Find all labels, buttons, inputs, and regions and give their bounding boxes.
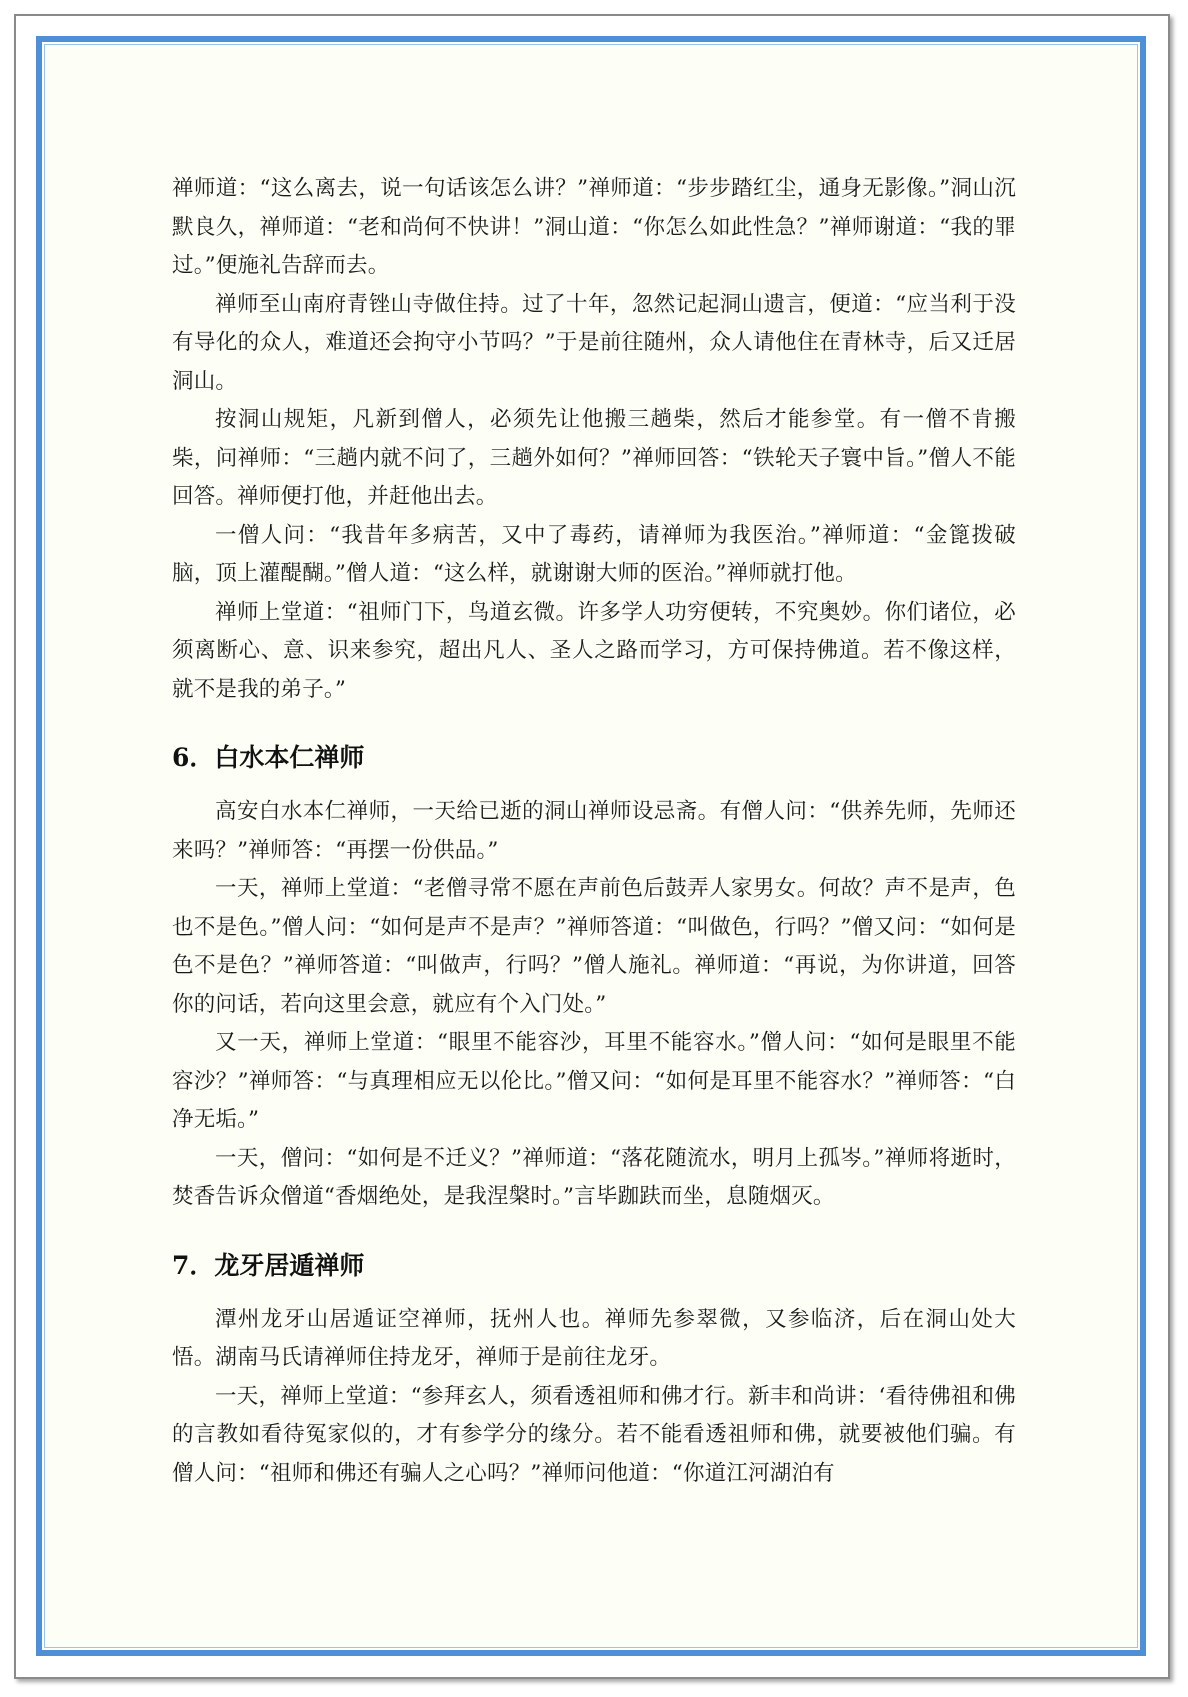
paragraph: 潭州龙牙山居遁证空禅师，抚州人也。禅师先参翠微，又参临济，后在洞山处大悟。湖南马氏请禅师住持龙牙，禅师于是前往龙牙。 bbox=[172, 1306, 1016, 1370]
paragraph: 又一天，禅师上堂道：“眼里不能容沙，耳里不能容水。”僧人问：“如何是眼里不能容沙？”禅师答：“与真理相应无以伦比。”僧又问：“如何是耳里不能容水？”禅师答：“白净无垢。” bbox=[172, 1030, 1016, 1132]
paragraph: 一天，禅师上堂道：“参拜玄人，须看透祖师和佛才行。新丰和尚讲：‘看待佛祖和佛的言教如看待冤家似的，才有参学分的缘分。若不能看透祖师和佛，就要被他们骗。有僧人问：“祖师和佛还有骗人之心吗？”禅师问他道：“你道江河湖泊有 bbox=[172, 1383, 1016, 1486]
page-content bbox=[172, 170, 1016, 1493]
section-heading-longya: 7．龙牙居遁禅师 bbox=[172, 1250, 365, 1280]
paragraph: 一天，僧问：“如何是不迁义？”禅师道：“落花随流水，明月上孤岑。”禅师将逝时，焚香告诉众僧道“香烟绝处，是我涅槃时。”言毕跏趺而坐，息随烟灭。 bbox=[172, 1145, 1016, 1209]
paragraph: 一僧人问：“我昔年多病苦，又中了毒药，请禅师为我医治。”禅师道：“金篦拨破脑，顶上灌醍醐。”僧人道：“这么样，就谢谢大师的医治。”禅师就打他。 bbox=[172, 522, 1016, 586]
paragraph: 一天，禅师上堂道：“老僧寻常不愿在声前色后鼓弄人家男女。何故？声不是声，色也不是色。”僧人问：“如何是声不是声？”禅师答道：“叫做色，行吗？”僧又问：“如何是色不是色？”禅师答道：“叫做声，行吗？”僧人施礼。禅师道：“再说，为你讲道，回答你的问话，若向这里会意，就应有个入门处。” bbox=[172, 876, 1016, 1017]
paragraph: 高安白水本仁禅师，一天给已逝的洞山禅师设忌斋。有僧人问：“供养先师，先师还来吗？”禅师答：“再摆一份供品。” bbox=[172, 799, 1016, 863]
paragraph: 禅师至山南府青锉山寺做住持。过了十年，忽然记起洞山遗言，便道：“应当利于没有导化的众人，难道还会拘守小节吗？”于是前往随州，众人请他住在青林寺，后又迁居洞山。 bbox=[172, 291, 1016, 394]
section-heading-baishui: 6．白水本仁禅师 bbox=[172, 743, 365, 772]
paragraph: 禅师道：“这么离去，说一句话该怎么讲？”禅师道：“步步踏红尘，通身无影像。”洞山沉默良久，禅师道：“老和尚何不快讲！”洞山道：“你怎么如此性急？”禅师谢道：“我的罪过。”便施礼告辞而去。 bbox=[172, 176, 1016, 278]
paragraph: 禅师上堂道：“祖师门下，鸟道玄微。许多学人功穷便转，不究奥妙。你们诸位，必须离断心、意、识来参究，超出凡人、圣人之路而学习，方可保持佛道。若不像这样，就不是我的弟子。” bbox=[172, 599, 1016, 702]
paragraph: 按洞山规矩，凡新到僧人，必须先让他搬三趟柴，然后才能参堂。有一僧不肯搬柴，问禅师：“三趟内就不问了，三趟外如何？”禅师回答：“铁轮天子寰中旨。”僧人不能回答。禅师便打他，并赶他出去。 bbox=[172, 407, 1016, 509]
